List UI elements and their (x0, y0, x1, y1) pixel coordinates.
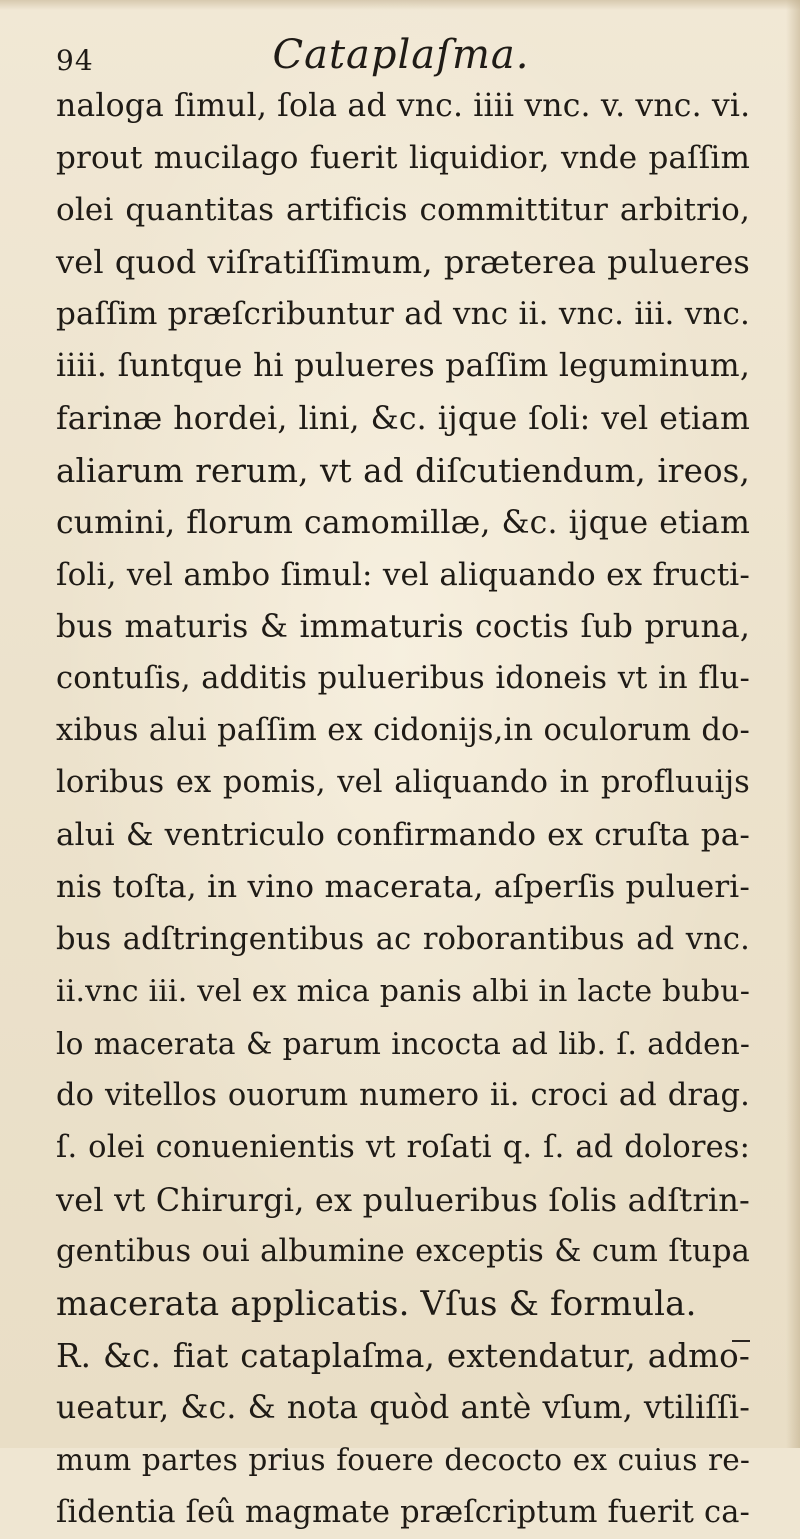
text-line: farinӕ hordei, lini, &c. ijque ſoli: vel etiam (56, 400, 750, 437)
text-line: alui & ventriculo confirmando ex cruſta pa- (56, 817, 750, 854)
text-line: iiii. ſuntque hi pulueres paſſim leguminum, (56, 348, 750, 385)
text-line: gentibus oui albumine exceptis & cum ſtupa (56, 1234, 750, 1270)
text-line: olei quantitas artificis committitur arbitrio, (56, 192, 750, 229)
text-line: ueatur, &c. & nota quòd antè vſum, vtiliſſi- (56, 1390, 750, 1427)
page-top-shadow (0, 0, 800, 10)
text-line: paſſim prӕſcribuntur ad vnc ii. vnc. iii. vnc. (56, 296, 750, 333)
text-line: prout mucilago fuerit liquidior, vnde paſſim (56, 140, 750, 177)
text-line: mum partes prius fouere decocto ex cuius re- (56, 1443, 750, 1478)
text-line: aliarum rerum, vt ad diſcutiendum, ireos, (56, 451, 750, 490)
text-line: vel quod viſratiſſimum, prӕterea pulueres (56, 243, 750, 282)
page-right-shadow (786, 0, 800, 1448)
running-head: Cataplaſma. (272, 32, 530, 78)
text-line: R. &c. fiat cataplaſma, extendatur, admo- (56, 1337, 750, 1376)
text-line: ſ. olei conuenientis vt roſati q. ſ. ad dolores: (56, 1129, 750, 1165)
text-line: lo macerata & parum incocta ad lib. ſ. adden- (56, 1026, 750, 1061)
catchword-mark (732, 1334, 750, 1342)
text-line: bus adſtringentibus ac roborantibus ad vnc. (56, 921, 750, 957)
text-line: contuſis, additis pulueribus idoneis vt in flu- (56, 661, 750, 697)
text-line: loribus ex pomis, vel aliquando in profluuijs (56, 765, 750, 801)
page-number: 94 (56, 44, 94, 77)
text-line: do vitellos ouorum numero ii. croci ad drag. (56, 1077, 750, 1113)
text-line: macerata applicatis. Vſus & formula. (56, 1284, 697, 1325)
text-line: vel vt Chirurgi, ex pulueribus ſolis adſtrin- (56, 1180, 750, 1219)
text-line: naloga ſimul, ſola ad vnc. iiii vnc. v. vnc. vi. (56, 88, 751, 124)
text-line: ſidentia ſeû magmate prӕſcriptum fuerit ca- (56, 1494, 750, 1530)
text-line: bus maturis & immaturis coctis ſub pruna, (56, 608, 750, 645)
text-line: cumini, florum camomillӕ, &c. ijque etiam (56, 504, 750, 541)
text-line: nis toſta, in vino macerata, aſperſis pulueri- (56, 869, 750, 906)
text-line: xibus alui paſſim ex cidonijs,in oculorum do- (56, 713, 750, 749)
text-line: ſoli, vel ambo ſimul: vel aliquando ex fructi- (56, 556, 750, 593)
page-header (56, 28, 746, 80)
body-text (56, 80, 750, 1539)
text-line: ii.vnc iii. vel ex mica panis albi in lacte bubu- (56, 973, 750, 1009)
